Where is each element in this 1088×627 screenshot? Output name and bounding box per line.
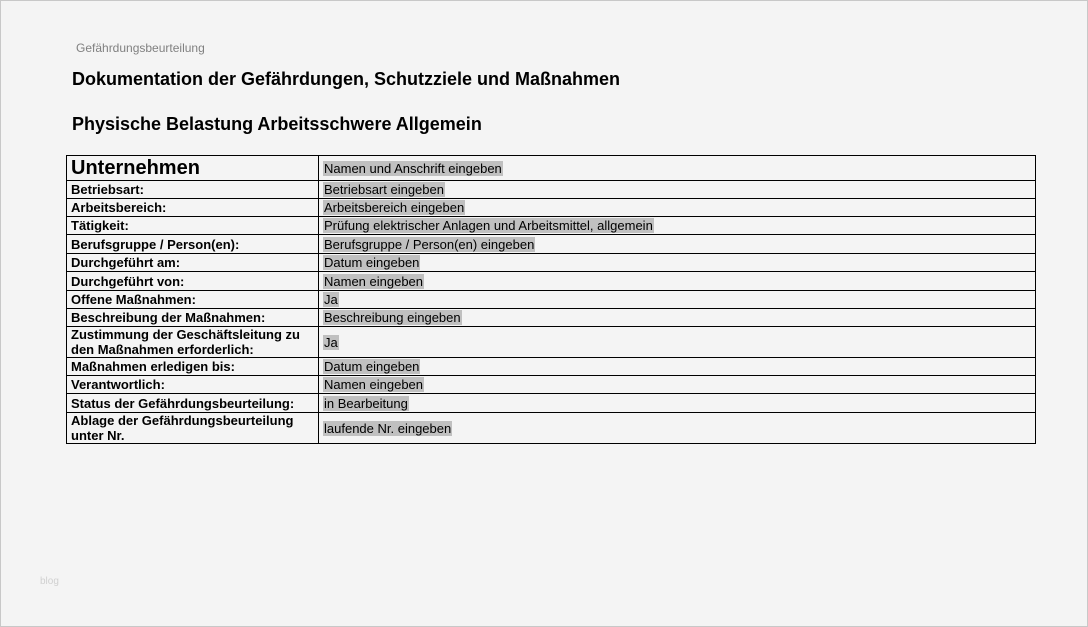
form-value-cell[interactable] xyxy=(319,235,1036,254)
form-value-cell[interactable] xyxy=(319,272,1036,291)
form-label: Beschreibung der Maßnahmen: xyxy=(67,309,319,327)
form-row-betriebsart xyxy=(67,181,1036,199)
form-value-cell[interactable] xyxy=(319,327,1036,358)
form-row-status xyxy=(67,394,1036,413)
assessment-form-table xyxy=(66,155,1036,444)
form-label: Status der Gefährdungsbeurteilung: xyxy=(67,394,319,413)
form-value-cell[interactable] xyxy=(319,217,1036,235)
document-header-label: Gefährdungsbeurteilung xyxy=(76,41,205,55)
form-label: Tätigkeit: xyxy=(67,217,319,235)
form-value-cell[interactable] xyxy=(319,376,1036,394)
form-label: Berufsgruppe / Person(en): xyxy=(67,235,319,254)
form-field-berufsgruppe[interactable]: Berufsgruppe / Person(en) eingeben xyxy=(324,236,535,252)
form-label: Arbeitsbereich: xyxy=(67,199,319,217)
form-field-arbeitsbereich[interactable]: Arbeitsbereich eingeben xyxy=(324,200,465,215)
form-field-durchgefuehrt-am[interactable]: Datum eingeben xyxy=(324,255,420,270)
form-value-cell[interactable] xyxy=(319,413,1036,444)
form-row-arbeitsbereich xyxy=(67,199,1036,217)
form-field-betriebsart[interactable]: Betriebsart eingeben xyxy=(324,182,444,197)
form-field-erledigen-bis[interactable]: Datum eingeben xyxy=(324,359,420,374)
form-value-cell[interactable] xyxy=(319,394,1036,413)
form-label: Verantwortlich: xyxy=(67,376,319,394)
form-label: Maßnahmen erledigen bis: xyxy=(67,358,319,376)
form-row-unternehmen xyxy=(67,156,1036,181)
form-label: Betriebsart: xyxy=(67,181,319,199)
document-subtitle: Physische Belastung Arbeitsschwere Allgemein xyxy=(72,114,482,134)
form-field-zustimmung[interactable]: Ja xyxy=(324,334,338,350)
form-row-offene-massnahmen xyxy=(67,291,1036,309)
form-value-cell[interactable] xyxy=(319,181,1036,199)
form-value-cell[interactable] xyxy=(319,199,1036,217)
form-row-beschreibung xyxy=(67,309,1036,327)
form-field-unternehmen[interactable]: Namen und Anschrift eingeben xyxy=(324,160,502,176)
form-field-status[interactable]: in Bearbeitung xyxy=(324,395,408,411)
form-value-cell[interactable] xyxy=(319,358,1036,376)
form-field-offene-massnahmen[interactable]: Ja xyxy=(324,292,338,307)
form-label: Unternehmen xyxy=(67,156,319,181)
form-field-durchgefuehrt-von[interactable]: Namen eingeben xyxy=(324,273,424,289)
form-row-zustimmung xyxy=(67,327,1036,358)
form-row-taetigkeit xyxy=(67,217,1036,235)
form-row-ablage xyxy=(67,413,1036,444)
form-label: Durchgeführt von: xyxy=(67,272,319,291)
form-value-cell[interactable] xyxy=(319,254,1036,272)
form-field-verantwortlich[interactable]: Namen eingeben xyxy=(324,377,424,392)
watermark-text: blog xyxy=(40,576,59,587)
form-row-durchgefuehrt-am xyxy=(67,254,1036,272)
form-row-verantwortlich xyxy=(67,376,1036,394)
form-field-ablage[interactable]: laufende Nr. eingeben xyxy=(324,420,452,436)
form-field-beschreibung[interactable]: Beschreibung eingeben xyxy=(324,310,461,325)
form-field-taetigkeit[interactable]: Prüfung elektrischer Anlagen und Arbeitsmittel, allgemein xyxy=(324,218,653,233)
form-value-cell[interactable] xyxy=(319,309,1036,327)
form-row-berufsgruppe xyxy=(67,235,1036,254)
form-label: Offene Maßnahmen: xyxy=(67,291,319,309)
form-row-erledigen-bis xyxy=(67,358,1036,376)
form-value-cell[interactable] xyxy=(319,291,1036,309)
form-value-cell[interactable] xyxy=(319,156,1036,181)
form-row-durchgefuehrt-von xyxy=(67,272,1036,291)
form-label: Zustimmung der Geschäftsleitung zu den Maßnahmen erforderlich: xyxy=(67,327,319,358)
form-label: Ablage der Gefährdungsbeurteilung unter Nr. xyxy=(67,413,319,444)
document-title: Dokumentation der Gefährdungen, Schutzziele und Maßnahmen xyxy=(72,69,621,89)
form-label: Durchgeführt am: xyxy=(67,254,319,272)
